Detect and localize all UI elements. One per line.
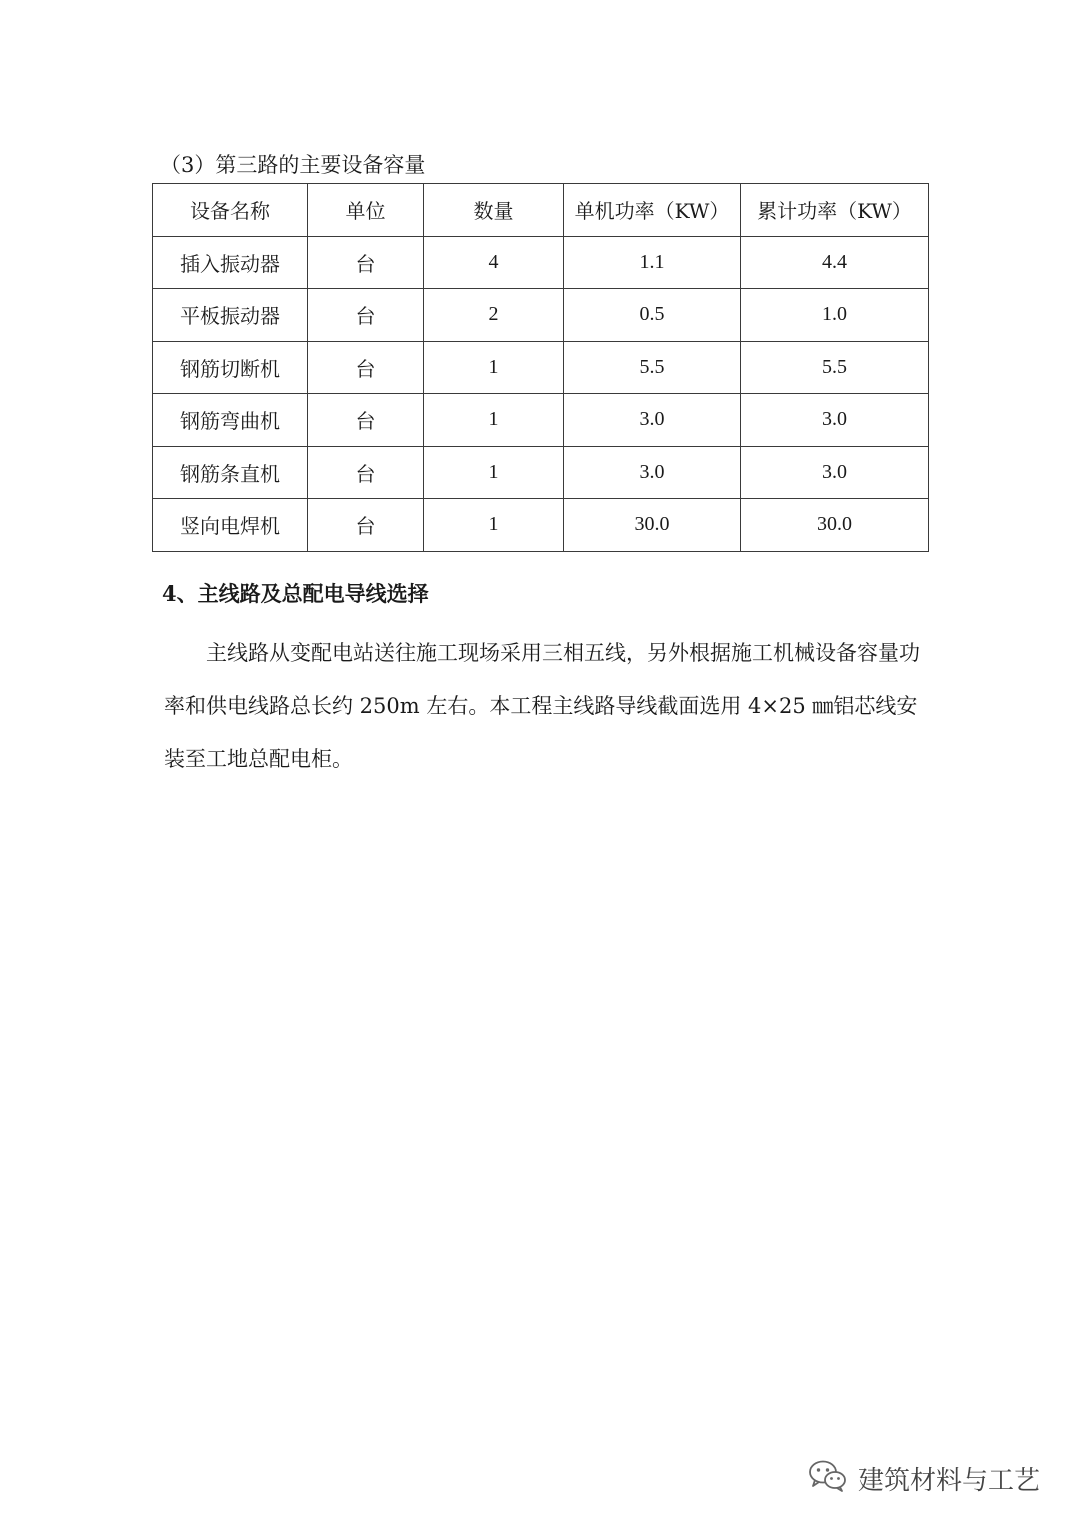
cell-total-power: 30.0: [741, 499, 929, 552]
cell-unit: 台: [308, 341, 424, 394]
cell-device-name: 竖向电焊机: [153, 499, 308, 552]
cell-unit: 台: [308, 446, 424, 499]
table-row: [153, 499, 929, 552]
table-row: [153, 236, 929, 289]
section-heading: 4、主线路及总配电导线选择: [162, 581, 429, 606]
header-total-power: 累计功率（KW）: [741, 184, 929, 237]
section-paragraph: [164, 627, 920, 786]
header-unit-power: 单机功率（KW）: [564, 184, 741, 237]
header-device-name: 设备名称: [153, 184, 308, 237]
cell-quantity: 1: [424, 499, 564, 552]
header-unit: 单位: [308, 184, 424, 237]
cell-total-power: 3.0: [741, 394, 929, 447]
cell-total-power: 4.4: [741, 236, 929, 289]
cell-quantity: 1: [424, 446, 564, 499]
table-row: [153, 341, 929, 394]
cell-total-power: 3.0: [741, 446, 929, 499]
cell-total-power: 5.5: [741, 341, 929, 394]
cell-quantity: 4: [424, 236, 564, 289]
cell-device-name: 平板振动器: [153, 289, 308, 342]
header-quantity: 数量: [424, 184, 564, 237]
cell-device-name: 插入振动器: [153, 236, 308, 289]
table-row: [153, 394, 929, 447]
cell-unit: 台: [308, 236, 424, 289]
table-row: [153, 289, 929, 342]
cell-device-name: 钢筋切断机: [153, 341, 308, 394]
cell-quantity: 2: [424, 289, 564, 342]
table-caption: （3）第三路的主要设备容量: [160, 153, 426, 177]
cell-unit: 台: [308, 289, 424, 342]
paragraph-text: 主线路从变配电站送往施工现场采用三相五线，另外根据施工机械设备容量功率和供电线路总长约 250m 左右。本工程主线路导线截面选用 4×25 ㎜铝芯线安装至工地总配电柜。: [164, 641, 920, 771]
cell-quantity: 1: [424, 394, 564, 447]
cell-unit: 台: [308, 394, 424, 447]
cell-quantity: 1: [424, 341, 564, 394]
cell-unit-power: 5.5: [564, 341, 741, 394]
wechat-icon: [808, 1459, 848, 1497]
cell-unit: 台: [308, 499, 424, 552]
cell-total-power: 1.0: [741, 289, 929, 342]
cell-unit-power: 3.0: [564, 394, 741, 447]
watermark-text: 建筑材料与工艺: [858, 1465, 1041, 1496]
equipment-capacity-table: [152, 183, 929, 552]
table-header-row: [153, 184, 929, 237]
watermark-footer: [808, 1458, 1040, 1498]
table-row: [153, 446, 929, 499]
cell-unit-power: 30.0: [564, 499, 741, 552]
cell-unit-power: 0.5: [564, 289, 741, 342]
cell-device-name: 钢筋弯曲机: [153, 394, 308, 447]
cell-unit-power: 3.0: [564, 446, 741, 499]
cell-unit-power: 1.1: [564, 236, 741, 289]
cell-device-name: 钢筋条直机: [153, 446, 308, 499]
